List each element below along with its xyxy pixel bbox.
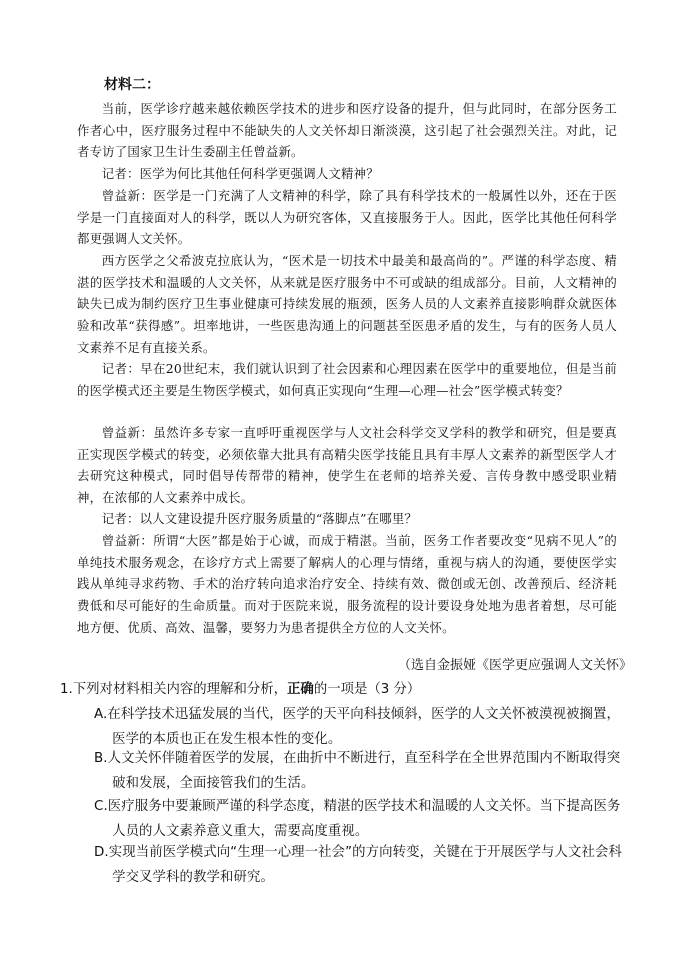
question-suffix: 的一项是（3 分） [313,682,421,697]
material-heading: 材料二： [104,77,160,93]
paragraph-intro: 当前，医学诊疗越来越依赖医学技术的进步和医疗设备的提升，但与此同时，在部分医务工作者心中，医疗服务过程中不能缺失的人文关怀却日渐淡漠，这引起了社会强烈关注。对此，记者专访了国家卫生计生委副主任曾益新。 [77,101,617,160]
option-a: A.在科学技术迅猛发展的当代，医学的天平向科技倾斜，医学的人文关怀被漠视被搁置，医学的本质也正在发生根本性的变化。 [94,707,621,747]
paragraph-answer-2: 曾益新：虽然许多专家一直呼吁重视医学与人文社会科学交叉学科的教学和研究，但是要真正实现医学模式的转变，必须依靠大批具有高精尖医学技能且具有丰厚人文素养的新型医学人才去研究这种模式，同时倡导传帮带的精神，使学生在老师的培养关爱、言传身教中感受职业精神，在浓郁的人文素养中成长。 [77,425,617,506]
paragraph-answer-1: 曾益新：医学是一门充满了人文精神的科学，除了具有科学技术的一般属性以外，还在于医学是一门直接面对人的科学，既以人为研究客体，又直接服务于人。因此，医学比其他任何科学都更强调人文关怀。 [77,188,617,247]
option-c: C.医疗服务中要兼顾严谨的科学态度，精湛的医学技术和温暖的人文关怀。当下提高医务人员的人文素养意义重大，需要高度重视。 [94,799,621,839]
source-citation: （选自金振娅《医学更应强调人文关怀》 [397,658,632,673]
paragraph-question-2: 记者：早在20世纪末，我们就认识到了社会因素和心理因素在医学中的重要地位，但是当前的医学模式还主要是生物医学模式，如何真正实现向“生理—心理—社会”医学模式转变？ [77,361,617,398]
paragraph-answer-1-cont: 西方医学之父希波克拉底认为，“医术是一切技术中最美和最高尚的”。严谨的科学态度、精湛的医学技术和温暖的人文关怀，从来就是医疗服务中不可或缺的组成部分。目前，人文精神的缺失已成为制约医疗卫生事业健康可持续发展的瓶颈，医务人员的人文素养直接影响群众就医体验和改革“获得感”。坦率地讲，一些医患沟通上的问题甚至医患矛盾的发生，与有的医务人员人文素养不足有直接关系。 [77,253,617,355]
question-emphasis: 正确 [287,682,314,697]
question-prefix: 1.下列对材料相关内容的理解和分析， [60,682,288,697]
question-stem [60,681,640,699]
paragraph-answer-3: 曾益新：所谓“大医”都是始于心诚，而成于精湛。当前，医务工作者要改变“见病不见人”的单纯技术服务观念，在诊疗方式上需要了解病人的心理与情绪，重视与病人的沟通，要使医学实践从单纯寻求药物、手术的治疗转向追求治疗安全、持续有效、微创或无创、改善预后、经济耗费低和尽可能好的生命质量。而对于医院来说，服务流程的设计要设身处地为患者着想，尽可能地方便、优质、高效、温馨，要努力为患者提供全方位的人文关怀。 [77,533,617,635]
paragraph-question-3: 记者：以人文建设提升医疗服务质量的“落脚点”在哪里？ [101,511,418,526]
option-d: D.实现当前医学模式向“生理一心理一社会”的方向转变，关键在于开展医学与人文社会科学交叉学科的教学和研究。 [94,845,622,885]
option-b: B.人文关怀伴随着医学的发展，在曲折中不断进行，直至科学在全世界范围内不断取得突破和发展，全面接管我们的生活。 [94,751,621,791]
paragraph-question-1: 记者：医学为何比其他任何科学更强调人文精神？ [101,166,379,181]
